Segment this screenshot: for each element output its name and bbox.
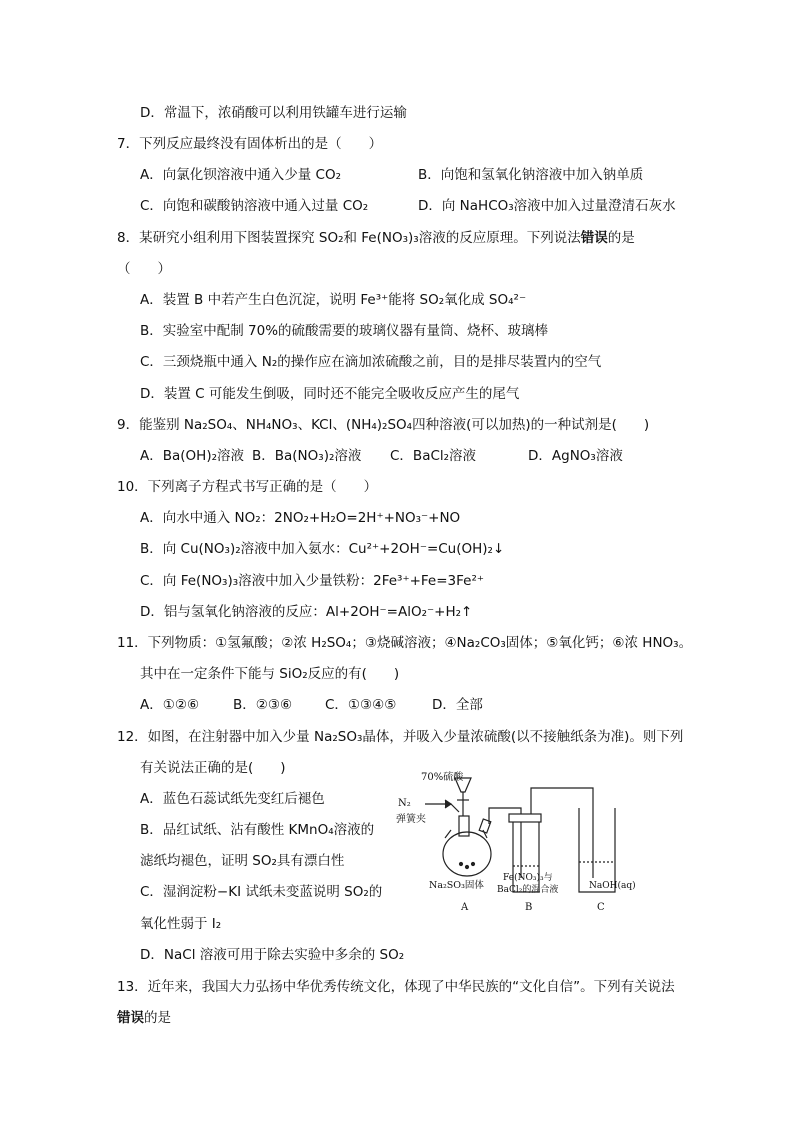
q9-option-a: A．Ba(OH)₂溶液 bbox=[140, 448, 244, 464]
label-solid: Na₂SO₃固体 bbox=[429, 880, 484, 891]
q12-stem-line2: 有关说法正确的是( ) bbox=[140, 760, 286, 776]
q12-option-c-cont: 氧化性弱于 I₂ bbox=[140, 916, 222, 932]
q12-option-c: C．湿润淀粉−KI 试纸未变蓝说明 SO₂的 bbox=[140, 884, 383, 900]
q12-option-a: A．蓝色石蕊试纸先变红后褪色 bbox=[140, 791, 325, 807]
q12-option-d: D．NaCl 溶液可用于除去实验中多余的 SO₂ bbox=[140, 947, 405, 963]
q12-stem: 12．如图，在注射器中加入少量 Na₂SO₃晶体，并吸入少量浓硫酸(以不接触纸条为准)。则下列 bbox=[117, 729, 684, 745]
q9-stem: 9．能鉴别 Na₂SO₄、NH₄NO₃、KCl、(NH₄)₂SO₄四种溶液(可以加热)的一种试剂是( ) bbox=[117, 417, 650, 433]
q11-stem-line2: 其中在一定条件下能与 SiO₂反应的有( ) bbox=[140, 666, 400, 682]
q11-option-c: C．①③④⑤ bbox=[325, 697, 397, 713]
label-acid: 70%硫酸 bbox=[421, 772, 464, 783]
q13-stem-end: 的是 bbox=[144, 1010, 171, 1026]
q11-option-a: A．①②⑥ bbox=[140, 697, 200, 713]
label-mix-line2: BaCl₂的混合液 bbox=[497, 885, 559, 895]
q10-option-c: C．向 Fe(NO₃)₃溶液中加入少量铁粉：2Fe³⁺+Fe=3Fe²⁺ bbox=[140, 573, 485, 589]
q11-stem: 11．下列物质：①氢氟酸；②浓 H₂SO₄；③烧碱溶液；④Na₂CO₃固体；⑤氧化钙；⑥浓 HNO₃。 bbox=[117, 635, 693, 651]
label-naoh: NaOH(aq) bbox=[589, 881, 636, 891]
q8-option-c: C．三颈烧瓶中通入 N₂的操作应在滴加浓硫酸之前，目的是排尽装置内的空气 bbox=[140, 354, 602, 370]
q11-option-b: B．②③⑥ bbox=[233, 697, 293, 713]
q7-option-a: A．向氯化钡溶液中通入少量 CO₂ bbox=[140, 167, 341, 183]
q8-stem bbox=[117, 228, 635, 248]
q7-stem: 7．下列反应最终没有固体析出的是（ ） bbox=[117, 136, 383, 152]
q7-option-d: D．向 NaHCO₃溶液中加入过量澄清石灰水 bbox=[418, 198, 676, 214]
q10-option-d: D．铝与氢氧化钠溶液的反应：Al+2OH⁻=AlO₂⁻+H₂↑ bbox=[140, 604, 473, 620]
q6-option-d: D．常温下，浓硝酸可以利用铁罐车进行运输 bbox=[140, 105, 407, 121]
q10-option-a: A．向水中通入 NO₂：2NO₂+H₂O=2H⁺+NO₃⁻+NO bbox=[140, 510, 461, 526]
label-clip: 弹簧夹 bbox=[396, 814, 426, 825]
label-n2: N₂ bbox=[398, 798, 411, 809]
q10-stem: 10．下列离子方程式书写正确的是（ ） bbox=[117, 479, 378, 495]
q12-option-b-cont: 滤纸均褪色，证明 SO₂具有漂白性 bbox=[140, 853, 345, 869]
q8-option-b: B．实验室中配制 70%的硫酸需要的玻璃仪器有量筒、烧杯、玻璃棒 bbox=[140, 323, 549, 339]
q8-stem-emphasis: 错误 bbox=[580, 230, 608, 246]
q7-option-b: B．向饱和氢氧化钠溶液中加入钠单质 bbox=[418, 167, 644, 183]
q13-stem-emphasis: 错误 bbox=[117, 1010, 144, 1026]
q7-option-c: C．向饱和碳酸钠溶液中通入过量 CO₂ bbox=[140, 198, 369, 214]
label-c: C bbox=[597, 902, 605, 913]
label-mix-line1: Fe(NO₃)₃与 bbox=[503, 873, 553, 883]
q8-stem-text: 8．某研究小组利用下图装置探究 SO₂和 Fe(NO₃)₃溶液的反应原理。下列说法 bbox=[117, 230, 581, 246]
q13-stem: 13．近年来，我国大力弘扬中华优秀传统文化，体现了中华民族的“文化自信”。下列有关说法 bbox=[117, 979, 675, 995]
q12-option-b: B．品红试纸、沾有酸性 KMnO₄溶液的 bbox=[140, 822, 375, 838]
label-a: A bbox=[461, 902, 469, 913]
apparatus-diagram bbox=[393, 768, 648, 916]
q8-answer-paren: （ ） bbox=[117, 261, 171, 277]
q8-option-a: A．装置 B 中若产生白色沉淀，说明 Fe³⁺能将 SO₂氧化成 SO₄²⁻ bbox=[140, 292, 527, 308]
flask-shape bbox=[443, 832, 491, 876]
q10-option-b: B．向 Cu(NO₃)₂溶液中加入氨水：Cu²⁺+2OH⁻=Cu(OH)₂↓ bbox=[140, 541, 505, 557]
q8-stem-end: 的是 bbox=[607, 230, 635, 246]
q9-option-c: C．BaCl₂溶液 bbox=[390, 448, 477, 464]
q13-stem-line2 bbox=[117, 1008, 171, 1028]
q9-option-b: B．Ba(NO₃)₂溶液 bbox=[252, 448, 362, 464]
label-b: B bbox=[525, 902, 533, 913]
q11-option-d: D．全部 bbox=[432, 697, 483, 713]
q8-option-d: D．装置 C 可能发生倒吸，同时还不能完全吸收反应产生的尾气 bbox=[140, 386, 520, 402]
q9-option-d: D．AgNO₃溶液 bbox=[528, 448, 623, 464]
